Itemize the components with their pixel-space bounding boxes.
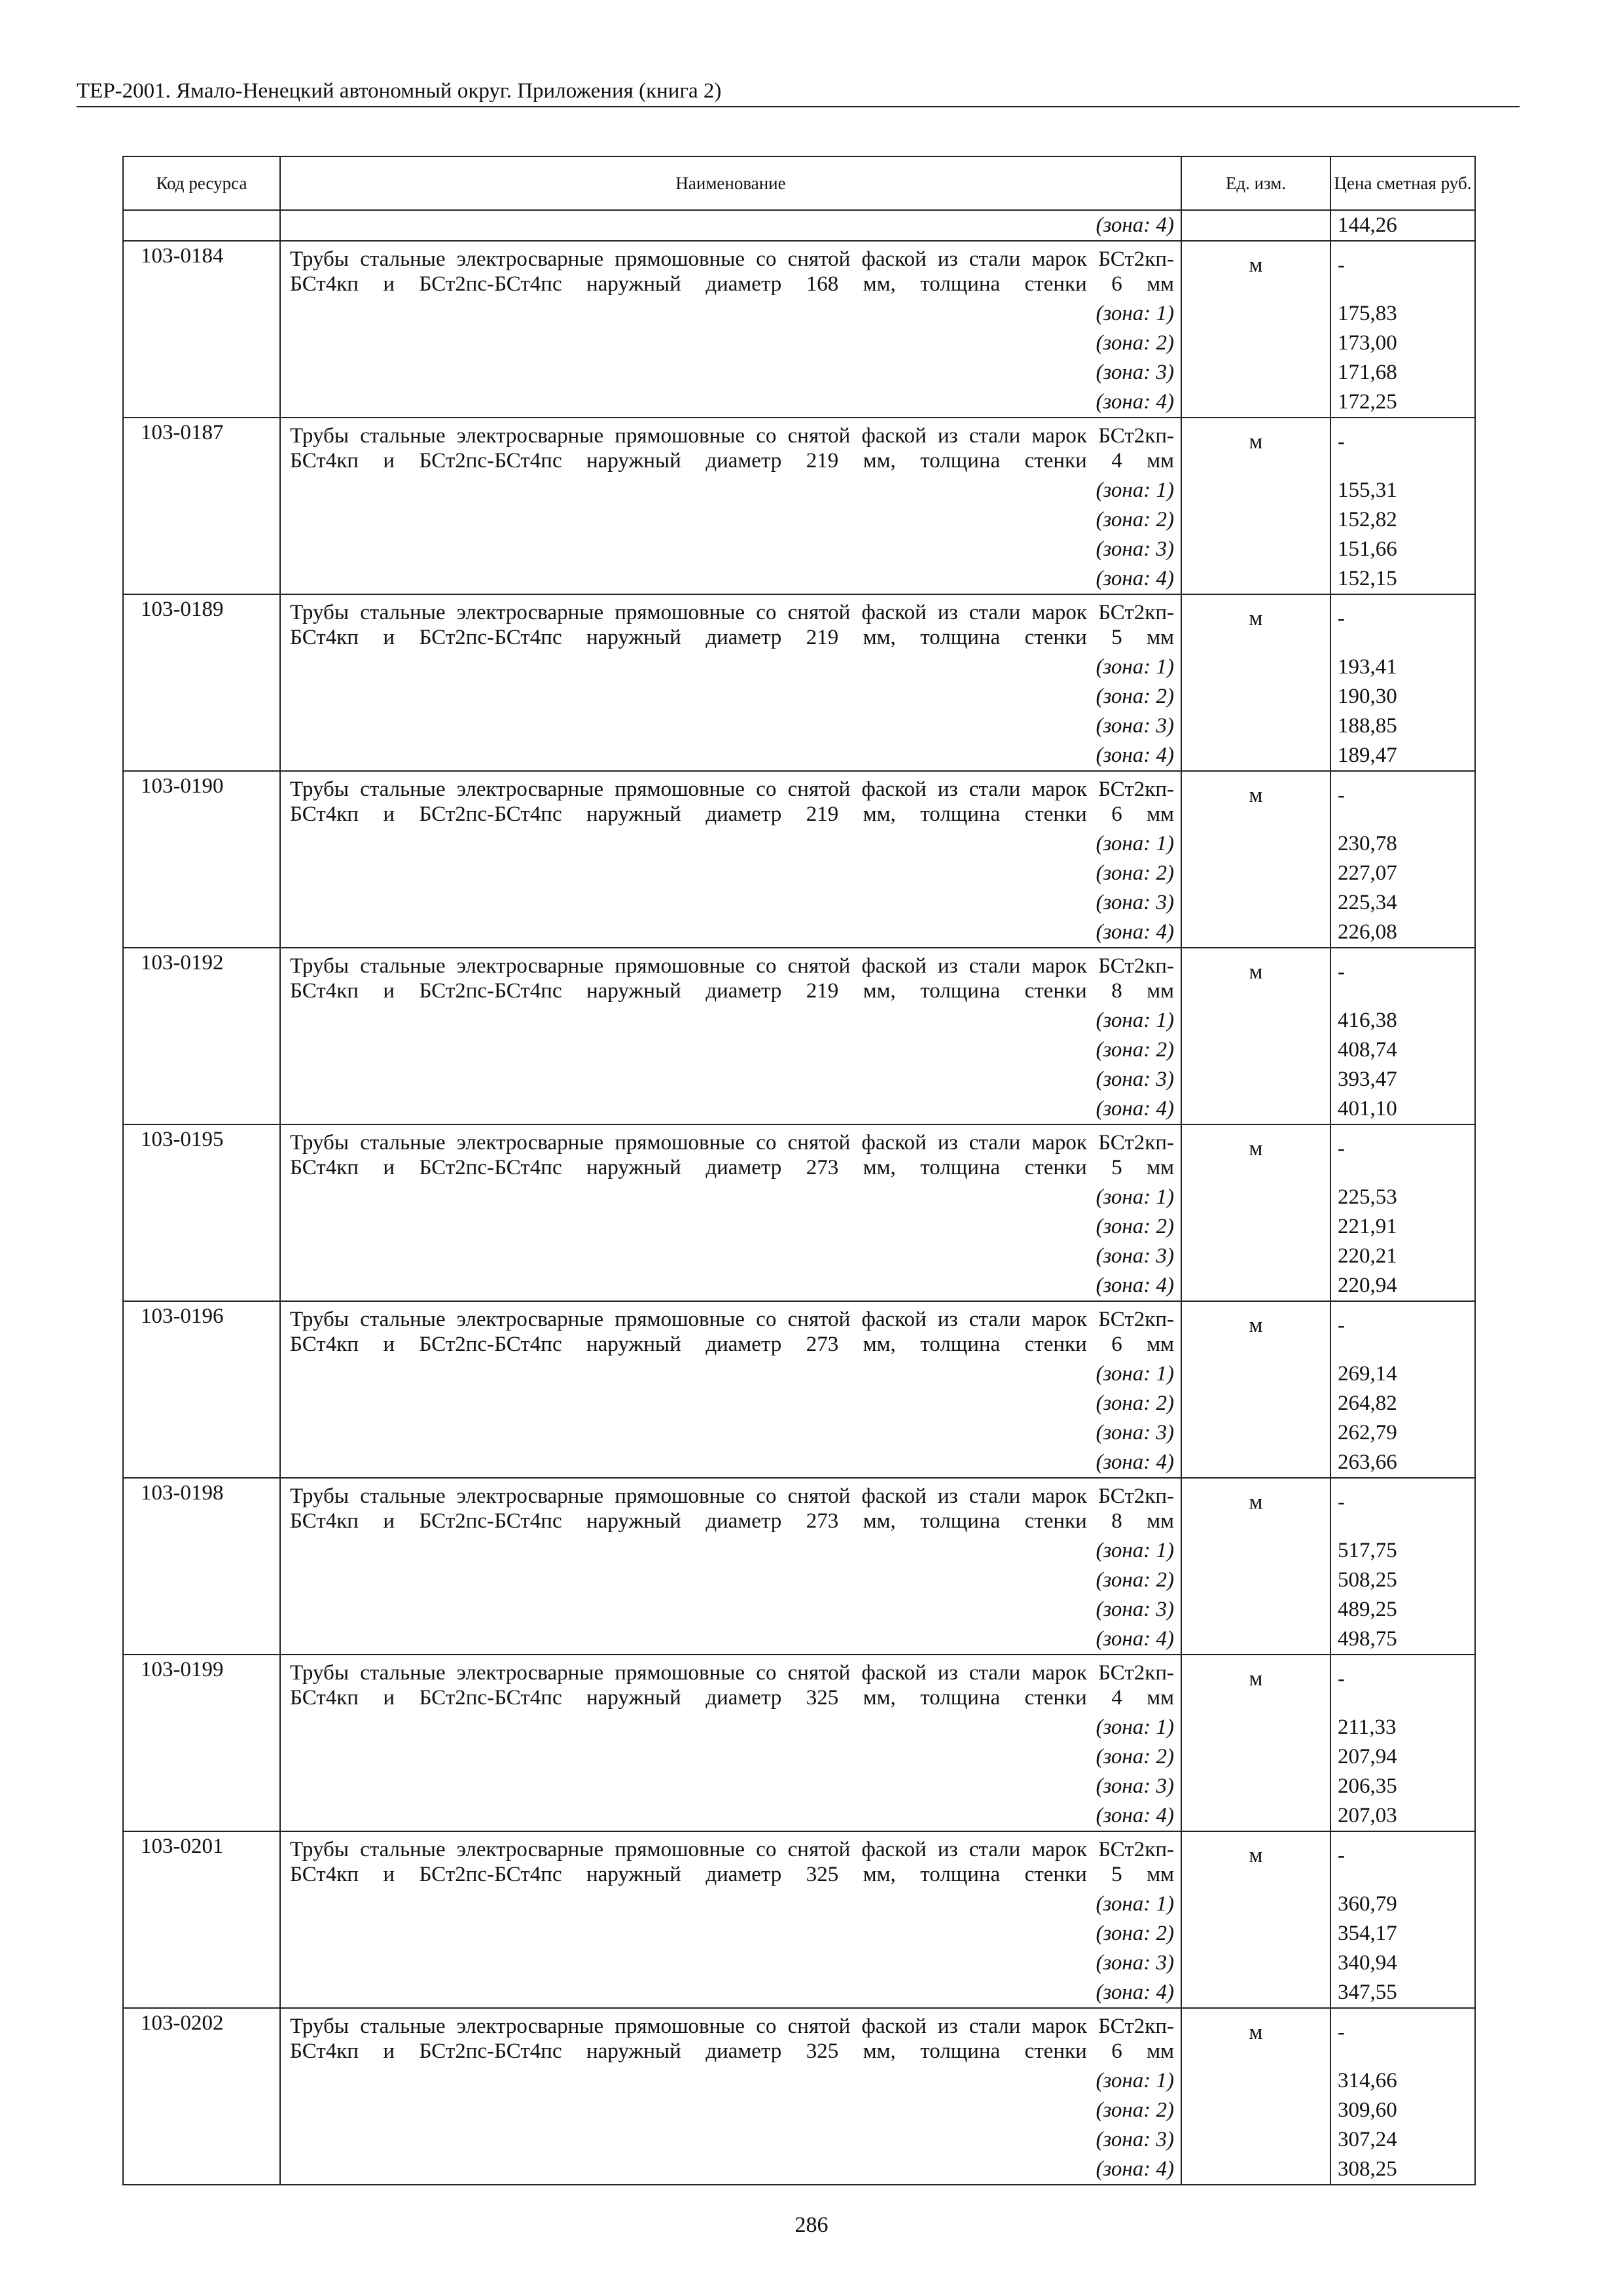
zone-label: (зона: 4) bbox=[1096, 2157, 1174, 2181]
zone-label: (зона: 4) bbox=[1096, 213, 1174, 237]
table-row bbox=[123, 1124, 1475, 1301]
resource-name: Трубы стальные электросварные прямошовные со снятой фаской из стали марок БСт2кп-БСт4кп и БСт2пс-БСт4пс наружный диаметр 325 мм, толщина стенки 5 мм bbox=[290, 1838, 1174, 1886]
resource-code: 103-0187 bbox=[141, 421, 224, 444]
resource-code-cell bbox=[123, 594, 280, 771]
zone-label: (зона: 2) bbox=[1096, 331, 1174, 355]
zone-label: (зона: 2) bbox=[1096, 2098, 1174, 2122]
resource-code-cell bbox=[123, 241, 280, 418]
zone-price: 308,25 bbox=[1338, 2157, 1397, 2181]
price-table bbox=[122, 156, 1476, 2185]
zone-label: (зона: 4) bbox=[1096, 744, 1174, 767]
carry-over-row bbox=[123, 210, 1475, 241]
base-price: - bbox=[1338, 253, 1345, 277]
unit-cell bbox=[1181, 771, 1330, 948]
resource-name-cell bbox=[280, 1478, 1181, 1655]
zone-price: 263,66 bbox=[1338, 1450, 1397, 1474]
zone-price: 155,31 bbox=[1338, 478, 1397, 502]
unit-value: м bbox=[1249, 1844, 1263, 1867]
column-header-unit: Ед. изм. bbox=[1181, 156, 1330, 210]
zone-price: 220,21 bbox=[1338, 1244, 1397, 1268]
unit-cell bbox=[1181, 1831, 1330, 2008]
zone-label: (зона: 4) bbox=[1096, 390, 1174, 414]
price-cell bbox=[1330, 2008, 1475, 2185]
zone-label: (зона: 2) bbox=[1096, 1391, 1174, 1415]
zone-label: (зона: 3) bbox=[1096, 891, 1174, 914]
zone-label: (зона: 1) bbox=[1096, 1715, 1174, 1739]
zone-price: 188,85 bbox=[1338, 714, 1397, 738]
zone-price: 354,17 bbox=[1338, 1922, 1397, 1945]
zone-price: 416,38 bbox=[1338, 1009, 1397, 1032]
unit-value: м bbox=[1249, 607, 1263, 630]
price-cell bbox=[1330, 771, 1475, 948]
zone-price: 206,35 bbox=[1338, 1774, 1397, 1798]
zone-price: 264,82 bbox=[1338, 1391, 1397, 1415]
unit-value: м bbox=[1249, 960, 1263, 984]
price-cell bbox=[1330, 1124, 1475, 1301]
table-row bbox=[123, 418, 1475, 594]
resource-code: 103-0198 bbox=[141, 1481, 224, 1505]
zone-label: (зона: 3) bbox=[1096, 361, 1174, 384]
zone-label: (зона: 1) bbox=[1096, 302, 1174, 325]
price-cell bbox=[1330, 1655, 1475, 1831]
zone-label: (зона: 1) bbox=[1096, 1185, 1174, 1209]
zone-label: (зона: 4) bbox=[1096, 920, 1174, 944]
zone-price: 151,66 bbox=[1338, 537, 1397, 561]
unit-cell bbox=[1181, 2008, 1330, 2185]
resource-name: Трубы стальные электросварные прямошовные со снятой фаской из стали марок БСт2кп-БСт4кп и БСт2пс-БСт4пс наружный диаметр 325 мм, толщина стенки 6 мм bbox=[290, 2015, 1174, 2063]
zone-label: (зона: 1) bbox=[1096, 1362, 1174, 1386]
zone-price: 347,55 bbox=[1338, 1981, 1397, 2004]
base-price: - bbox=[1338, 2020, 1345, 2044]
zone-label: (зона: 4) bbox=[1096, 1450, 1174, 1474]
zone-price: 307,24 bbox=[1338, 2128, 1397, 2151]
zone-price: 489,25 bbox=[1338, 1598, 1397, 1621]
price-cell bbox=[1330, 1831, 1475, 2008]
table-body bbox=[123, 210, 1475, 2185]
zone-price: 225,34 bbox=[1338, 891, 1397, 914]
base-price: - bbox=[1338, 1314, 1345, 1337]
zone-price: 230,78 bbox=[1338, 832, 1397, 855]
resource-code-cell bbox=[123, 1478, 280, 1655]
column-header-price: Цена сметная руб. bbox=[1330, 156, 1475, 210]
resource-name-cell bbox=[280, 1124, 1181, 1301]
zone-price: 220,94 bbox=[1338, 1274, 1397, 1297]
zone-price: 175,83 bbox=[1338, 302, 1397, 325]
zone-label: (зона: 4) bbox=[1096, 1804, 1174, 1827]
zone-price: 269,14 bbox=[1338, 1362, 1397, 1386]
zone-label: (зона: 1) bbox=[1096, 1009, 1174, 1032]
column-header-name: Наименование bbox=[280, 156, 1181, 210]
zone-price: 340,94 bbox=[1338, 1951, 1397, 1975]
zone-price: 152,82 bbox=[1338, 508, 1397, 531]
unit-cell bbox=[1181, 418, 1330, 594]
zone-label: (зона: 3) bbox=[1096, 1598, 1174, 1621]
zone-label: (зона: 2) bbox=[1096, 1215, 1174, 1238]
zone-price: 262,79 bbox=[1338, 1421, 1397, 1444]
zone-price: 207,03 bbox=[1338, 1804, 1397, 1827]
zone-price: 211,33 bbox=[1338, 1715, 1397, 1739]
zone-label: (зона: 4) bbox=[1096, 567, 1174, 590]
resource-code: 103-0192 bbox=[141, 951, 224, 975]
price-cell bbox=[1330, 594, 1475, 771]
zone-price: 152,15 bbox=[1338, 567, 1397, 590]
unit-cell bbox=[1181, 1124, 1330, 1301]
zone-price: 508,25 bbox=[1338, 1568, 1397, 1592]
zone-price: 517,75 bbox=[1338, 1539, 1397, 1562]
price-cell bbox=[1330, 1478, 1475, 1655]
resource-code: 103-0184 bbox=[141, 244, 224, 268]
zone-label: (зона: 3) bbox=[1096, 1067, 1174, 1091]
resource-name-cell bbox=[280, 771, 1181, 948]
resource-name-cell bbox=[280, 594, 1181, 771]
resource-code: 103-0202 bbox=[141, 2011, 224, 2035]
zone-label: (зона: 4) bbox=[1096, 1627, 1174, 1651]
table-row bbox=[123, 1831, 1475, 2008]
zone-label: (зона: 1) bbox=[1096, 2069, 1174, 2092]
resource-name: Трубы стальные электросварные прямошовные со снятой фаской из стали марок БСт2кп-БСт4кп и БСт2пс-БСт4пс наружный диаметр 219 мм, толщина стенки 6 мм bbox=[290, 778, 1174, 826]
zone-label: (зона: 3) bbox=[1096, 2128, 1174, 2151]
zone-price: 190,30 bbox=[1338, 685, 1397, 708]
resource-code-cell bbox=[123, 1831, 280, 2008]
unit-value: м bbox=[1249, 430, 1263, 454]
base-price: - bbox=[1338, 1490, 1345, 1514]
carry-over-code-cell bbox=[123, 210, 280, 241]
resource-name: Трубы стальные электросварные прямошовные со снятой фаской из стали марок БСт2кп-БСт4кп и БСт2пс-БСт4пс наружный диаметр 219 мм, толщина стенки 4 мм bbox=[290, 424, 1174, 473]
resource-code: 103-0196 bbox=[141, 1304, 224, 1328]
carry-over-name-cell bbox=[280, 210, 1181, 241]
resource-name: Трубы стальные электросварные прямошовные со снятой фаской из стали марок БСт2кп-БСт4кп и БСт2пс-БСт4пс наружный диаметр 273 мм, толщина стенки 6 мм bbox=[290, 1308, 1174, 1356]
zone-price: 189,47 bbox=[1338, 744, 1397, 767]
unit-cell bbox=[1181, 1478, 1330, 1655]
unit-cell bbox=[1181, 1655, 1330, 1831]
resource-name-cell bbox=[280, 418, 1181, 594]
zone-label: (зона: 1) bbox=[1096, 1539, 1174, 1562]
zone-price: 171,68 bbox=[1338, 361, 1397, 384]
unit-cell bbox=[1181, 948, 1330, 1124]
zone-label: (зона: 2) bbox=[1096, 1922, 1174, 1945]
table-row bbox=[123, 1301, 1475, 1478]
zone-label: (зона: 3) bbox=[1096, 714, 1174, 738]
zone-label: (зона: 1) bbox=[1096, 478, 1174, 502]
resource-name-cell bbox=[280, 1301, 1181, 1478]
zone-price: 360,79 bbox=[1338, 1892, 1397, 1916]
zone-label: (зона: 4) bbox=[1096, 1981, 1174, 2004]
base-price: - bbox=[1338, 783, 1345, 807]
unit-value: м bbox=[1249, 253, 1263, 277]
base-price: - bbox=[1338, 607, 1345, 630]
zone-price: 227,07 bbox=[1338, 861, 1397, 885]
zone-label: (зона: 3) bbox=[1096, 1421, 1174, 1444]
resource-name-cell bbox=[280, 2008, 1181, 2185]
base-price: - bbox=[1338, 960, 1345, 984]
price-cell bbox=[1330, 948, 1475, 1124]
resource-code-cell bbox=[123, 1301, 280, 1478]
price-cell bbox=[1330, 1301, 1475, 1478]
unit-cell bbox=[1181, 594, 1330, 771]
zone-label: (зона: 4) bbox=[1096, 1274, 1174, 1297]
zone-label: (зона: 3) bbox=[1096, 537, 1174, 561]
resource-code: 103-0195 bbox=[141, 1128, 224, 1151]
zone-price: 172,25 bbox=[1338, 390, 1397, 414]
zone-label: (зона: 3) bbox=[1096, 1244, 1174, 1268]
zone-label: (зона: 2) bbox=[1096, 1745, 1174, 1768]
base-price: - bbox=[1338, 1667, 1345, 1691]
resource-code-cell bbox=[123, 948, 280, 1124]
resource-code: 103-0199 bbox=[141, 1658, 224, 1681]
table-header-row bbox=[123, 156, 1475, 210]
resource-code: 103-0201 bbox=[141, 1835, 224, 1858]
zone-label: (зона: 1) bbox=[1096, 832, 1174, 855]
resource-name-cell bbox=[280, 241, 1181, 418]
price-cell bbox=[1330, 418, 1475, 594]
zone-label: (зона: 4) bbox=[1096, 1097, 1174, 1121]
base-price: - bbox=[1338, 430, 1345, 454]
resource-code: 103-0189 bbox=[141, 598, 224, 621]
zone-price: 226,08 bbox=[1338, 920, 1397, 944]
resource-name-cell bbox=[280, 948, 1181, 1124]
resource-code-cell bbox=[123, 418, 280, 594]
table-row bbox=[123, 241, 1475, 418]
base-price: - bbox=[1338, 1137, 1345, 1160]
page-header: ТЕР-2001. Ямало-Ненецкий автономный округ. Приложения (книга 2) bbox=[77, 77, 1520, 107]
resource-code-cell bbox=[123, 771, 280, 948]
table-row bbox=[123, 771, 1475, 948]
base-price: - bbox=[1338, 1844, 1345, 1867]
zone-price: 401,10 bbox=[1338, 1097, 1397, 1121]
zone-label: (зона: 1) bbox=[1096, 1892, 1174, 1916]
resource-name-cell bbox=[280, 1831, 1181, 2008]
zone-label: (зона: 2) bbox=[1096, 1038, 1174, 1062]
page-number: 286 bbox=[794, 2213, 829, 2237]
zone-label: (зона: 2) bbox=[1096, 685, 1174, 708]
zone-price: 221,91 bbox=[1338, 1215, 1397, 1238]
zone-price: 225,53 bbox=[1338, 1185, 1397, 1209]
resource-code-cell bbox=[123, 1655, 280, 1831]
unit-cell bbox=[1181, 1301, 1330, 1478]
resource-name-cell bbox=[280, 1655, 1181, 1831]
unit-value: м bbox=[1249, 783, 1263, 807]
carry-over-unit-cell bbox=[1181, 210, 1330, 241]
resource-name: Трубы стальные электросварные прямошовные со снятой фаской из стали марок БСт2кп-БСт4кп и БСт2пс-БСт4пс наружный диаметр 219 мм, толщина стенки 5 мм bbox=[290, 601, 1174, 649]
resource-name: Трубы стальные электросварные прямошовные со снятой фаской из стали марок БСт2кп-БСт4кп и БСт2пс-БСт4пс наружный диаметр 325 мм, толщина стенки 4 мм bbox=[290, 1661, 1174, 1710]
resource-code-cell bbox=[123, 1124, 280, 1301]
resource-code-cell bbox=[123, 2008, 280, 2185]
zone-label: (зона: 1) bbox=[1096, 655, 1174, 679]
table-row bbox=[123, 2008, 1475, 2185]
zone-price: 314,66 bbox=[1338, 2069, 1397, 2092]
zone-price: 408,74 bbox=[1338, 1038, 1397, 1062]
zone-label: (зона: 2) bbox=[1096, 508, 1174, 531]
resource-name: Трубы стальные электросварные прямошовные со снятой фаской из стали марок БСт2кп-БСт4кп и БСт2пс-БСт4пс наружный диаметр 273 мм, толщина стенки 5 мм bbox=[290, 1131, 1174, 1179]
resource-name: Трубы стальные электросварные прямошовные со снятой фаской из стали марок БСт2кп-БСт4кп и БСт2пс-БСт4пс наружный диаметр 168 мм, толщина стенки 6 мм bbox=[290, 247, 1174, 296]
carry-over-price-cell bbox=[1330, 210, 1475, 241]
unit-value: м bbox=[1249, 2020, 1263, 2044]
column-header-code: Код ресурса bbox=[123, 156, 280, 210]
table-row bbox=[123, 594, 1475, 771]
zone-price: 498,75 bbox=[1338, 1627, 1397, 1651]
price-cell bbox=[1330, 241, 1475, 418]
resource-code: 103-0190 bbox=[141, 774, 224, 798]
zone-label: (зона: 2) bbox=[1096, 1568, 1174, 1592]
unit-value: м bbox=[1249, 1314, 1263, 1337]
resource-name: Трубы стальные электросварные прямошовные со снятой фаской из стали марок БСт2кп-БСт4кп и БСт2пс-БСт4пс наружный диаметр 219 мм, толщина стенки 8 мм bbox=[290, 954, 1174, 1003]
zone-price: 144,26 bbox=[1338, 213, 1397, 237]
table-row bbox=[123, 948, 1475, 1124]
unit-value: м bbox=[1249, 1490, 1263, 1514]
zone-label: (зона: 3) bbox=[1096, 1951, 1174, 1975]
resource-name: Трубы стальные электросварные прямошовные со снятой фаской из стали марок БСт2кп-БСт4кп и БСт2пс-БСт4пс наружный диаметр 273 мм, толщина стенки 8 мм bbox=[290, 1484, 1174, 1533]
table-row bbox=[123, 1655, 1475, 1831]
unit-cell bbox=[1181, 241, 1330, 418]
zone-price: 309,60 bbox=[1338, 2098, 1397, 2122]
unit-value: м bbox=[1249, 1137, 1263, 1160]
zone-price: 207,94 bbox=[1338, 1745, 1397, 1768]
unit-value: м bbox=[1249, 1667, 1263, 1691]
zone-price: 173,00 bbox=[1338, 331, 1397, 355]
zone-price: 393,47 bbox=[1338, 1067, 1397, 1091]
zone-label: (зона: 2) bbox=[1096, 861, 1174, 885]
zone-label: (зона: 3) bbox=[1096, 1774, 1174, 1798]
zone-price: 193,41 bbox=[1338, 655, 1397, 679]
table-row bbox=[123, 1478, 1475, 1655]
